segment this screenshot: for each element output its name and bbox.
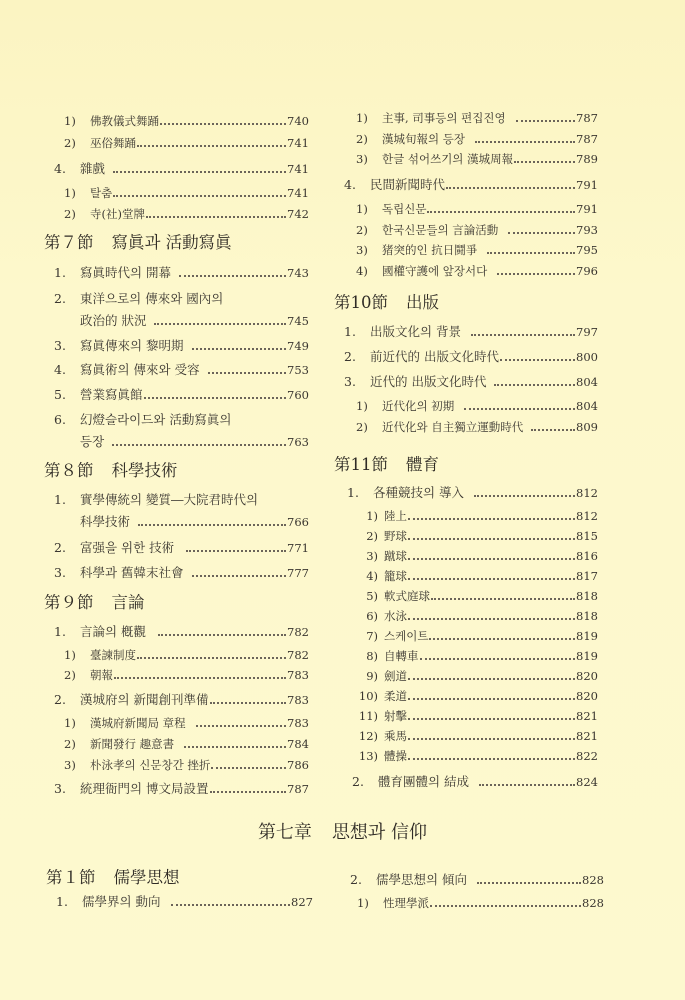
entry-page: 741 [287, 186, 309, 200]
leader-dots [208, 372, 286, 374]
entry-title: 蹴球 [384, 549, 407, 563]
toc-entry-continuation [80, 313, 309, 329]
section-heading-9 [44, 593, 145, 613]
entry-title: 독립신문 [382, 202, 427, 216]
entry-page: 796 [576, 264, 598, 278]
section-title: 寫眞과 活動寫眞 [111, 233, 232, 252]
entry-page: 784 [287, 737, 309, 751]
toc-entry [344, 324, 598, 340]
entry-title: 營業寫眞館 [80, 387, 143, 402]
leader-dots [192, 348, 286, 350]
toc-entry [54, 265, 309, 281]
leader-dots [210, 702, 286, 704]
entry-title: 體育團體의 結成 [378, 774, 470, 789]
leader-dots [494, 384, 575, 386]
entry-title: 乘馬 [384, 729, 407, 743]
entry-page: 804 [576, 399, 598, 413]
leader-dots [192, 575, 286, 577]
toc-entry [56, 894, 313, 910]
toc-entry [54, 412, 309, 428]
entry-number: 3. [54, 338, 66, 353]
entry-page: 741 [287, 136, 309, 150]
entry-number: 2) [64, 668, 76, 682]
entry-page: 783 [287, 668, 309, 682]
entry-page: 795 [576, 243, 598, 257]
entry-page: 820 [576, 689, 598, 703]
entry-page: 812 [576, 509, 598, 523]
entry-title: 性理學派 [383, 896, 429, 910]
section-number: 第11節 [334, 455, 388, 474]
entry-number: 1) [357, 896, 369, 910]
leader-dots [113, 195, 286, 197]
leader-dots [408, 698, 575, 700]
entry-page: 821 [576, 709, 598, 723]
entry-number: 6. [54, 412, 66, 427]
entry-title: 柔道 [384, 689, 407, 703]
toc-entry [64, 185, 309, 201]
toc-entry [64, 135, 309, 151]
toc-entry [54, 624, 309, 640]
entry-title: 猪突的인 抗日鬪爭 [382, 243, 478, 257]
entry-title: 寫眞時代의 開幕 [80, 265, 172, 280]
toc-entry [54, 291, 309, 307]
entry-page: 786 [287, 758, 309, 772]
toc-entry [356, 222, 598, 238]
entry-page: 817 [576, 569, 598, 583]
entry-title: 巫俗舞踊 [90, 136, 136, 150]
entry-title: 富强을 위한 技術 [80, 540, 175, 555]
entry-page: 766 [287, 515, 309, 529]
section-heading-11 [334, 455, 439, 475]
entry-page: 787 [287, 782, 309, 796]
toc-entry [357, 895, 604, 911]
toc-entry [64, 736, 309, 752]
toc-entry [64, 757, 309, 773]
entry-page: 820 [576, 669, 598, 683]
toc-entry [54, 387, 309, 403]
leader-dots [144, 397, 287, 399]
entry-page: 815 [576, 529, 598, 543]
entry-number: 4) [356, 264, 368, 278]
leader-dots [446, 187, 575, 189]
entry-number: 3) [64, 758, 76, 772]
section-number: 第７節 [44, 233, 94, 252]
toc-entry [356, 628, 598, 644]
entry-title: 한글 섞어쓰기의 漢城周報 [382, 152, 514, 166]
toc-entry [54, 338, 309, 354]
leader-dots [464, 408, 575, 410]
leader-dots [471, 334, 575, 336]
leader-dots [138, 524, 286, 526]
leader-dots [112, 444, 286, 446]
leader-dots [408, 518, 575, 520]
entry-number: 2) [356, 223, 368, 237]
leader-dots [429, 638, 575, 640]
entry-title: 實學傳統의 變質―大院君時代의 [80, 492, 259, 507]
entry-number: 3. [344, 374, 356, 389]
toc-entry [356, 419, 598, 435]
toc-entry [356, 508, 598, 524]
leader-dots [171, 904, 290, 906]
entry-page: 741 [287, 162, 309, 176]
entry-number: 1) [356, 111, 368, 125]
entry-page: 800 [576, 350, 598, 364]
entry-page: 822 [576, 749, 598, 763]
leader-dots [508, 232, 575, 234]
entry-title: 漢城府의 新聞創刊準備 [80, 692, 209, 707]
leader-dots [474, 495, 575, 497]
entry-page: 782 [287, 648, 309, 662]
entry-title: 近代化와 自主獨立運動時代 [382, 420, 524, 434]
entry-title: 漢城旬報의 등장 [382, 132, 465, 146]
entry-title: 各種競技의 導入 [373, 485, 465, 500]
entry-number: 1) [356, 202, 368, 216]
entry-number: 3. [54, 781, 66, 796]
entry-title: 東洋으로의 傳來와 國內의 [80, 291, 224, 306]
leader-dots [514, 161, 575, 163]
entry-page: 789 [576, 152, 598, 166]
toc-entry [54, 540, 309, 556]
entry-title: 등장 [80, 434, 105, 449]
toc-entry-continuation [80, 514, 309, 530]
toc-entry [350, 872, 604, 888]
toc-entry [356, 648, 598, 664]
entry-page: 742 [287, 207, 309, 221]
entry-title: 自轉車 [384, 649, 419, 663]
entry-page: 791 [576, 178, 598, 192]
entry-page: 828 [582, 896, 604, 910]
entry-number: 1. [54, 624, 66, 639]
entry-number: 1) [356, 399, 368, 413]
entry-number: 2) [366, 529, 378, 543]
entry-title: 스케이트 [384, 629, 429, 643]
entry-number: 1. [54, 492, 66, 507]
entry-number: 1. [347, 485, 359, 500]
entry-number: 10) [358, 689, 378, 703]
leader-dots [431, 598, 575, 600]
entry-title: 近代化의 初期 [382, 399, 455, 413]
entry-title: 寫眞術의 傳來와 受容 [80, 362, 200, 377]
toc-entry [356, 608, 598, 624]
entry-page: 824 [576, 775, 598, 789]
leader-dots [497, 273, 575, 275]
leader-dots [154, 323, 286, 325]
entry-page: 819 [576, 649, 598, 663]
entry-page: 749 [287, 339, 309, 353]
section-title: 科學技術 [111, 461, 178, 480]
entry-title: 出版文化의 背景 [370, 324, 462, 339]
toc-entry [356, 528, 598, 544]
leader-dots [146, 216, 286, 218]
entry-number: 11) [358, 709, 378, 723]
section-number: 第１節 [46, 868, 96, 887]
entry-title: 科學과 舊韓末社會 [80, 565, 184, 580]
entry-number: 2. [350, 872, 362, 887]
toc-entry [356, 668, 598, 684]
entry-title: 寺(社)堂牌 [90, 207, 145, 221]
entry-number: 2) [64, 207, 76, 221]
entry-page: 783 [287, 716, 309, 730]
toc-entry [356, 131, 598, 147]
entry-number: 3) [366, 549, 378, 563]
chapter-title: 思想과 信仰 [331, 822, 428, 843]
toc-entry [54, 161, 309, 177]
toc-entry [54, 781, 309, 797]
leader-dots [113, 171, 286, 173]
section-heading-1 [46, 868, 180, 888]
section-title: 儒學思想 [113, 868, 180, 887]
section-number: 第９節 [44, 593, 94, 612]
leader-dots [137, 145, 286, 147]
entry-number: 9) [366, 669, 378, 683]
chapter-number: 第七章 [257, 822, 312, 843]
entry-number: 1. [56, 894, 68, 909]
entry-title: 政治的 狀況 [80, 313, 147, 328]
entry-number: 1) [366, 509, 378, 523]
entry-number: 1. [54, 265, 66, 280]
toc-entry [344, 177, 598, 193]
entry-title: 儒學界의 動向 [82, 894, 161, 909]
leader-dots [408, 678, 575, 680]
entry-title: 水泳 [384, 609, 407, 623]
leader-dots [408, 538, 575, 540]
toc-entry [64, 113, 309, 129]
leader-dots [210, 791, 286, 793]
entry-number: 2) [356, 132, 368, 146]
leader-dots [408, 758, 575, 760]
section-heading-7 [44, 233, 232, 253]
leader-dots [184, 746, 286, 748]
entry-title: 한국신문들의 言論活動 [382, 223, 499, 237]
entry-page: 816 [576, 549, 598, 563]
toc-entry [356, 201, 598, 217]
entry-page: 812 [576, 486, 598, 500]
toc-entry [64, 647, 309, 663]
entry-number: 2. [54, 291, 66, 306]
entry-page: 787 [576, 111, 598, 125]
toc-entry [356, 151, 598, 167]
entry-title: 佛教儀式舞踊 [90, 114, 159, 128]
leader-dots [408, 718, 575, 720]
toc-entry [54, 492, 309, 508]
section-title: 體育 [406, 455, 439, 474]
leader-dots [114, 677, 286, 679]
leader-dots [408, 738, 575, 740]
entry-number: 2) [356, 420, 368, 434]
entry-number: 7) [366, 629, 378, 643]
toc-entry [347, 485, 598, 501]
leader-dots [531, 429, 575, 431]
toc-entry [64, 715, 309, 731]
entry-title: 漢城府新聞局 章程 [90, 716, 186, 730]
section-number: 第８節 [44, 461, 94, 480]
leader-dots [516, 120, 575, 122]
toc-entry [54, 692, 309, 708]
entry-title: 近代的 出版文化時代 [370, 374, 487, 389]
leader-dots [160, 123, 286, 125]
entry-title: 前近代的 出版文化時代 [370, 349, 499, 364]
toc-entry [64, 206, 309, 222]
entry-number: 4. [54, 362, 66, 377]
entry-page: 740 [287, 114, 309, 128]
entry-title: 籠球 [384, 569, 407, 583]
entry-number: 1) [64, 716, 76, 730]
entry-number: 1) [64, 186, 76, 200]
entry-page: 783 [287, 693, 309, 707]
leader-dots [475, 141, 575, 143]
leader-dots [500, 359, 575, 361]
entry-page: 828 [582, 873, 604, 887]
toc-entry [356, 263, 598, 279]
entry-number: 2) [64, 737, 76, 751]
entry-title: 幻燈슬라이드와 活動寫眞의 [80, 412, 232, 427]
entry-number: 2. [344, 349, 356, 364]
toc-entry [64, 667, 309, 683]
entry-page: 771 [287, 541, 309, 555]
entry-title: 儒學思想의 傾向 [376, 872, 468, 887]
entry-title: 劍道 [384, 669, 407, 683]
entry-number: 8) [366, 649, 378, 663]
toc-entry [54, 362, 309, 378]
entry-title: 朝報 [90, 668, 113, 682]
entry-number: 5. [54, 387, 66, 402]
toc-entry [352, 688, 598, 704]
leader-dots [211, 767, 286, 769]
entry-title: 主事, 司事등의 편집진영 [382, 111, 506, 125]
toc-entry [356, 568, 598, 584]
chapter-heading [0, 822, 685, 844]
toc-entry [356, 110, 598, 126]
toc-entry [352, 748, 598, 764]
toc-entry [344, 374, 598, 390]
leader-dots [408, 618, 575, 620]
leader-dots [137, 657, 286, 659]
entry-page: 827 [291, 895, 313, 909]
entry-title: 民間新聞時代 [370, 177, 446, 192]
entry-page: 760 [287, 388, 309, 402]
entry-page: 791 [576, 202, 598, 216]
section-number: 第10節 [334, 293, 388, 312]
leader-dots [408, 578, 575, 580]
entry-title: 射擊 [384, 709, 407, 723]
toc-entry-continuation [80, 434, 309, 450]
entry-page: 804 [576, 375, 598, 389]
entry-title: 言論의 槪觀 [80, 624, 147, 639]
entry-title: 統理衙門의 博文局設置 [80, 781, 209, 796]
section-title: 言論 [111, 593, 145, 612]
toc-entry [344, 349, 598, 365]
entry-number: 6) [366, 609, 378, 623]
entry-page: 782 [287, 625, 309, 639]
entry-title: 雜戲 [80, 161, 106, 176]
entry-number: 2) [64, 136, 76, 150]
entry-page: 797 [576, 325, 598, 339]
toc-entry [356, 588, 598, 604]
leader-dots [196, 725, 286, 727]
entry-page: 753 [287, 363, 309, 377]
entry-page: 743 [287, 266, 309, 280]
entry-title: 新聞發行 趣意書 [90, 737, 175, 751]
section-title: 出版 [406, 293, 439, 312]
entry-title: 寫眞傳來의 黎明期 [80, 338, 184, 353]
entry-number: 1) [64, 648, 76, 662]
entry-page: 793 [576, 223, 598, 237]
entry-number: 1. [344, 324, 356, 339]
entry-page: 763 [287, 435, 309, 449]
entry-title: 陸上 [384, 509, 407, 523]
entry-page: 777 [287, 566, 309, 580]
entry-number: 3. [54, 565, 66, 580]
toc-entry [356, 548, 598, 564]
toc-entry [352, 708, 598, 724]
entry-page: 787 [576, 132, 598, 146]
leader-dots [430, 905, 581, 907]
entry-page: 745 [287, 314, 309, 328]
entry-title: 體操 [384, 749, 407, 763]
leader-dots [179, 275, 286, 277]
toc-entry [352, 774, 598, 790]
entry-page: 818 [576, 609, 598, 623]
entry-number: 2. [352, 774, 364, 789]
entry-title: 탈춤 [90, 186, 113, 200]
entry-page: 821 [576, 729, 598, 743]
entry-title: 野球 [384, 529, 407, 543]
toc-entry [352, 728, 598, 744]
entry-number: 4) [366, 569, 378, 583]
leader-dots [477, 882, 581, 884]
section-heading-10 [334, 293, 439, 313]
entry-number: 4. [54, 161, 66, 176]
entry-page: 819 [576, 629, 598, 643]
entry-title: 軟式庭球 [384, 589, 430, 603]
entry-number: 3) [356, 243, 368, 257]
entry-number: 2. [54, 540, 66, 555]
entry-number: 4. [344, 177, 356, 192]
toc-entry [54, 565, 309, 581]
entry-number: 12) [358, 729, 378, 743]
entry-page: 809 [576, 420, 598, 434]
leader-dots [186, 550, 286, 552]
entry-number: 1) [64, 114, 76, 128]
entry-number: 2. [54, 692, 66, 707]
entry-title: 朴泳孝의 신문창간 挫折 [90, 758, 211, 772]
leader-dots [479, 784, 575, 786]
leader-dots [427, 211, 575, 213]
toc-entry [356, 242, 598, 258]
leader-dots [158, 634, 286, 636]
leader-dots [408, 558, 575, 560]
entry-title: 國權守護에 앞장서다 [382, 264, 488, 278]
leader-dots [487, 252, 575, 254]
entry-number: 13) [358, 749, 378, 763]
entry-number: 5) [366, 589, 378, 603]
entry-title: 科學技術 [80, 514, 131, 529]
entry-number: 3) [356, 152, 368, 166]
entry-page: 818 [576, 589, 598, 603]
toc-entry [356, 398, 598, 414]
section-heading-8 [44, 461, 178, 481]
leader-dots [420, 658, 576, 660]
entry-title: 臺諫制度 [90, 648, 136, 662]
